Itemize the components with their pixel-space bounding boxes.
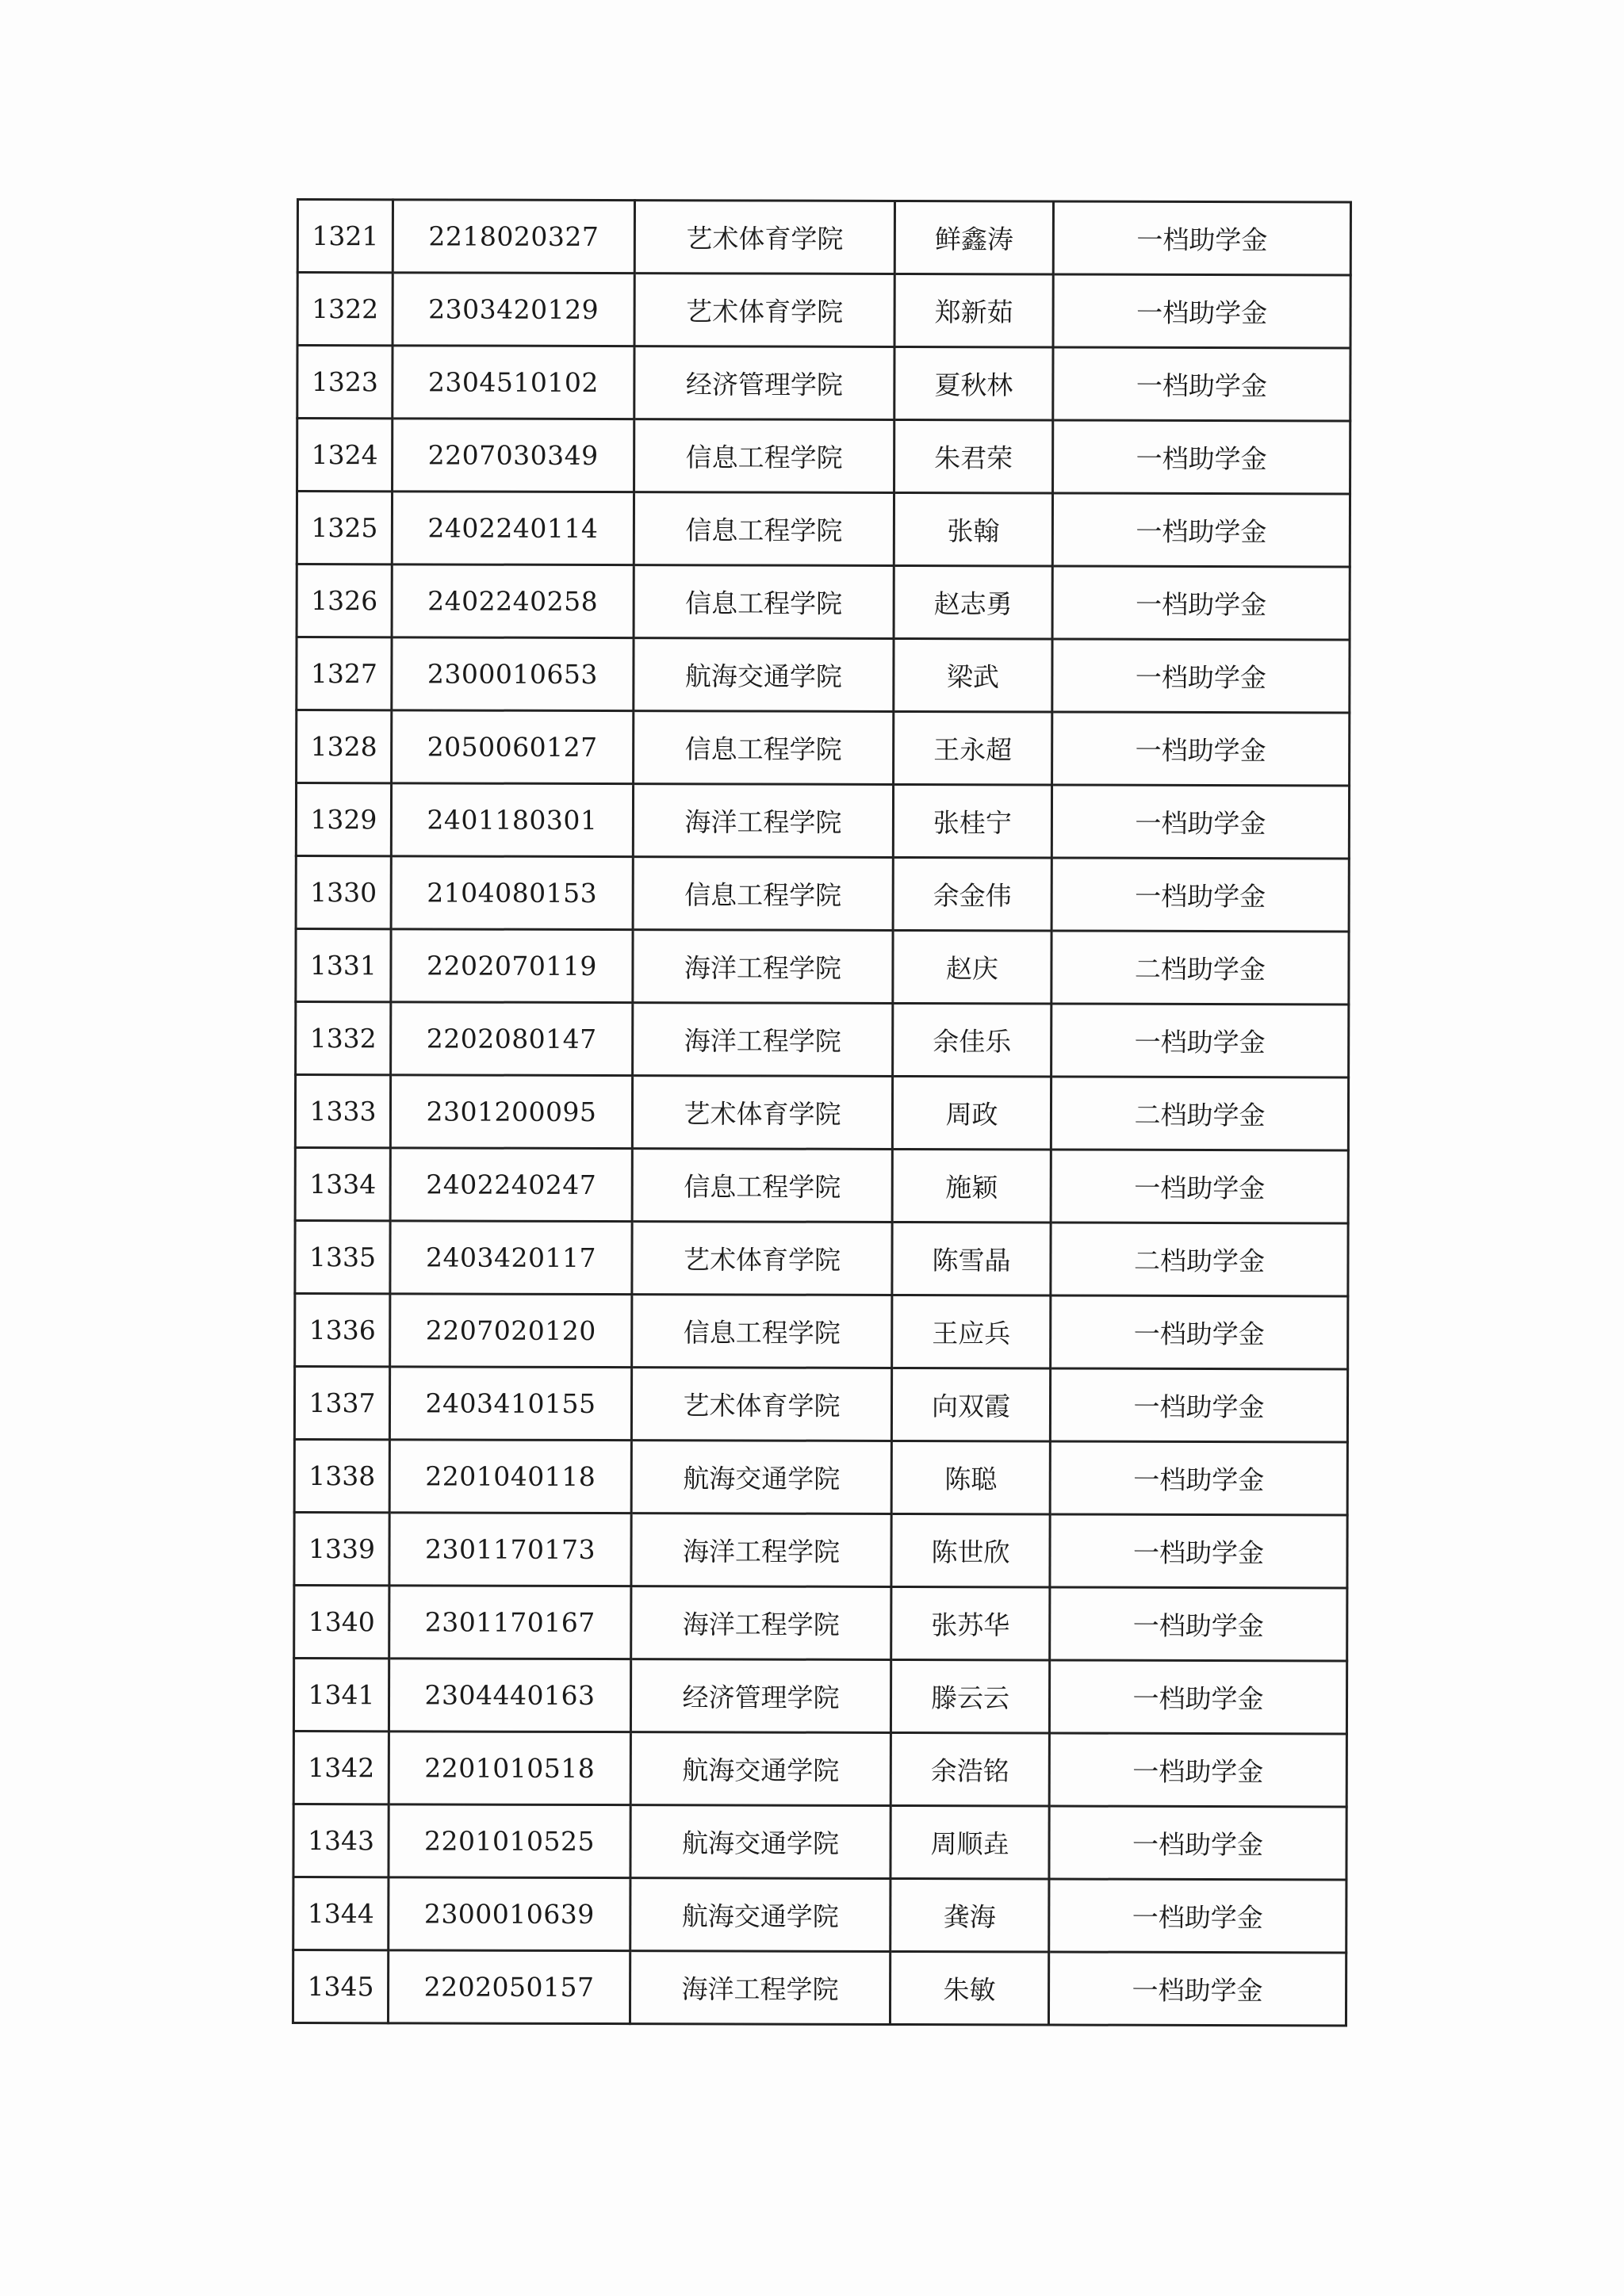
student-id-cell: 2207030349	[393, 419, 634, 492]
grant-level-cell: 一档助学金	[1052, 493, 1350, 567]
grant-level-cell: 一档助学金	[1053, 274, 1350, 348]
table-row	[294, 1366, 1347, 1441]
student-id-cell: 2207020120	[390, 1294, 632, 1368]
student-name-cell: 余佳乐	[893, 1003, 1051, 1077]
row-number-cell: 1344	[293, 1877, 389, 1950]
student-name-cell: 向双霞	[891, 1368, 1050, 1441]
student-id-cell: 2301200095	[390, 1075, 632, 1149]
student-id-cell: 2201040118	[389, 1440, 631, 1513]
student-name-cell: 夏秋林	[894, 346, 1053, 420]
row-number-cell: 1329	[296, 783, 391, 856]
college-cell: 艺术体育学院	[632, 1222, 892, 1295]
college-cell: 海洋工程学院	[630, 1951, 890, 2025]
college-cell: 航海交通学院	[630, 1732, 891, 1806]
student-id-cell: 2300010653	[392, 637, 634, 711]
college-cell: 信息工程学院	[634, 419, 894, 493]
grant-level-cell: 一档助学金	[1051, 785, 1349, 859]
student-id-cell: 2218020327	[393, 200, 634, 274]
student-id-cell: 2401180301	[391, 783, 633, 857]
grant-level-cell: 一档助学金	[1050, 1441, 1347, 1515]
table-row	[293, 1731, 1346, 1806]
student-name-cell: 周顺垚	[891, 1805, 1049, 1879]
table-row	[294, 1439, 1347, 1514]
grant-level-cell: 一档助学金	[1053, 201, 1350, 275]
student-name-cell: 滕云云	[891, 1659, 1049, 1733]
college-cell: 艺术体育学院	[631, 1368, 891, 1441]
table-row	[297, 564, 1350, 640]
student-id-cell: 2300010639	[389, 1877, 630, 1951]
college-cell: 海洋工程学院	[631, 1513, 891, 1587]
row-number-cell: 1340	[294, 1585, 389, 1658]
table-row	[297, 419, 1350, 494]
student-name-cell: 朱敏	[890, 1951, 1048, 2025]
table-row	[293, 1804, 1346, 1879]
student-name-cell: 张桂宁	[893, 784, 1051, 858]
row-number-cell: 1325	[297, 492, 392, 564]
college-cell: 海洋工程学院	[631, 1586, 891, 1660]
row-number-cell: 1328	[297, 710, 392, 783]
row-number-cell: 1324	[297, 419, 393, 492]
grant-level-cell: 一档助学金	[1049, 1806, 1346, 1880]
college-cell: 信息工程学院	[634, 711, 894, 785]
row-number-cell: 1321	[297, 200, 393, 273]
grant-level-cell: 一档助学金	[1052, 712, 1350, 786]
college-cell: 航海交通学院	[630, 1878, 891, 1952]
student-name-cell: 张苏华	[891, 1586, 1050, 1660]
student-id-cell: 2402240114	[392, 492, 634, 565]
college-cell: 海洋工程学院	[633, 784, 893, 858]
row-number-cell: 1323	[297, 346, 393, 419]
table-row	[293, 1658, 1346, 1733]
table-row	[294, 1585, 1347, 1660]
college-cell: 海洋工程学院	[633, 930, 893, 1004]
student-id-cell: 2202050157	[388, 1950, 630, 2024]
row-number-cell: 1343	[293, 1804, 389, 1877]
grant-level-cell: 一档助学金	[1049, 1733, 1346, 1807]
row-number-cell: 1336	[295, 1293, 390, 1366]
roster-table-container	[292, 198, 1350, 2026]
grant-level-cell: 一档助学金	[1050, 1587, 1347, 1661]
student-name-cell: 郑新茹	[894, 274, 1053, 347]
college-cell: 信息工程学院	[633, 857, 893, 931]
student-name-cell: 梁武	[894, 638, 1052, 712]
student-name-cell: 陈雪晶	[892, 1222, 1051, 1295]
college-cell: 航海交通学院	[634, 638, 894, 712]
student-name-cell: 王应兵	[892, 1295, 1051, 1368]
row-number-cell: 1331	[296, 929, 391, 1002]
grant-recipient-table	[292, 198, 1352, 2026]
student-id-cell: 2202080147	[391, 1002, 633, 1076]
table-row	[297, 492, 1350, 567]
grant-level-cell: 一档助学金	[1049, 1879, 1346, 1953]
student-id-cell: 2202070119	[391, 929, 633, 1003]
grant-level-cell: 一档助学金	[1049, 1660, 1346, 1734]
college-cell: 海洋工程学院	[633, 1003, 893, 1077]
student-id-cell: 2402240247	[390, 1148, 632, 1222]
student-id-cell: 2301170167	[389, 1586, 631, 1659]
student-id-cell: 2201010518	[389, 1732, 630, 1805]
grant-level-cell: 一档助学金	[1052, 639, 1350, 713]
table-row	[296, 856, 1349, 932]
student-name-cell: 鲜鑫涛	[894, 201, 1053, 274]
table-row	[296, 1002, 1349, 1077]
grant-level-cell: 一档助学金	[1053, 420, 1350, 494]
grant-level-cell: 一档助学金	[1048, 1952, 1346, 2026]
grant-level-cell: 一档助学金	[1052, 566, 1350, 640]
college-cell: 信息工程学院	[632, 1149, 892, 1223]
college-cell: 经济管理学院	[634, 346, 894, 420]
student-name-cell: 陈世欣	[891, 1513, 1050, 1587]
student-id-cell: 2050060127	[392, 710, 634, 784]
student-id-cell: 2201010525	[389, 1804, 630, 1878]
student-id-cell: 2403420117	[390, 1221, 632, 1295]
table-row	[296, 783, 1349, 859]
grant-level-cell: 一档助学金	[1051, 1004, 1349, 1077]
table-row	[297, 637, 1350, 713]
table-row	[293, 1950, 1346, 2025]
table-row	[297, 710, 1350, 786]
row-number-cell: 1327	[297, 637, 392, 710]
student-id-cell: 2304440163	[389, 1659, 630, 1732]
table-row	[294, 1512, 1347, 1587]
table-row	[297, 346, 1350, 421]
college-cell: 艺术体育学院	[634, 274, 894, 347]
row-number-cell: 1339	[294, 1512, 389, 1585]
student-id-cell: 2403410155	[389, 1367, 631, 1441]
row-number-cell: 1333	[295, 1075, 390, 1148]
grant-level-cell: 一档助学金	[1050, 1514, 1347, 1588]
row-number-cell: 1330	[296, 856, 391, 929]
grant-level-cell: 一档助学金	[1051, 1150, 1348, 1223]
table-row	[297, 200, 1350, 275]
college-cell: 信息工程学院	[632, 1295, 892, 1368]
row-number-cell: 1335	[295, 1220, 390, 1293]
table-row	[293, 1877, 1346, 1952]
student-id-cell: 2301170173	[389, 1513, 631, 1586]
college-cell: 航海交通学院	[631, 1441, 891, 1514]
row-number-cell: 1342	[293, 1731, 389, 1804]
row-number-cell: 1334	[295, 1147, 390, 1220]
row-number-cell: 1332	[296, 1002, 391, 1075]
table-row	[296, 929, 1349, 1004]
student-name-cell: 王永超	[894, 711, 1052, 785]
college-cell: 信息工程学院	[634, 565, 894, 639]
student-id-cell: 2304510102	[393, 346, 634, 419]
grant-level-cell: 二档助学金	[1051, 1223, 1348, 1296]
row-number-cell: 1326	[297, 564, 392, 637]
student-name-cell: 龚海	[891, 1878, 1049, 1952]
student-id-cell: 2402240258	[392, 564, 634, 638]
college-cell: 艺术体育学院	[634, 201, 894, 274]
college-cell: 艺术体育学院	[632, 1076, 892, 1150]
table-row	[295, 1075, 1348, 1150]
student-name-cell: 陈聪	[891, 1441, 1050, 1514]
table-row	[295, 1293, 1348, 1368]
table-row	[295, 1147, 1348, 1223]
grant-level-cell: 一档助学金	[1053, 347, 1350, 421]
student-name-cell: 周政	[892, 1076, 1051, 1150]
student-name-cell: 施颖	[892, 1149, 1051, 1223]
grant-level-cell: 一档助学金	[1050, 1368, 1347, 1442]
college-cell: 经济管理学院	[630, 1659, 891, 1733]
student-name-cell: 朱君荣	[894, 419, 1053, 493]
grant-level-cell: 一档助学金	[1051, 858, 1349, 932]
student-id-cell: 2104080153	[391, 856, 633, 930]
row-number-cell: 1345	[293, 1950, 388, 2022]
student-name-cell: 赵庆	[893, 930, 1051, 1004]
table-row	[297, 273, 1350, 348]
student-name-cell: 赵志勇	[894, 565, 1052, 639]
student-name-cell: 张翰	[894, 492, 1052, 566]
college-cell: 信息工程学院	[634, 492, 894, 566]
grant-level-cell: 二档助学金	[1051, 1077, 1348, 1150]
student-name-cell: 余金伟	[893, 857, 1051, 931]
grant-level-cell: 二档助学金	[1051, 931, 1349, 1004]
row-number-cell: 1338	[294, 1439, 389, 1512]
student-id-cell: 2303420129	[393, 273, 634, 346]
college-cell: 航海交通学院	[630, 1805, 891, 1879]
table-body	[293, 200, 1350, 2026]
row-number-cell: 1337	[294, 1366, 389, 1439]
table-row	[295, 1220, 1348, 1295]
grant-level-cell: 一档助学金	[1051, 1295, 1348, 1369]
row-number-cell: 1341	[293, 1658, 389, 1731]
row-number-cell: 1322	[297, 273, 393, 346]
student-name-cell: 余浩铭	[891, 1732, 1049, 1806]
